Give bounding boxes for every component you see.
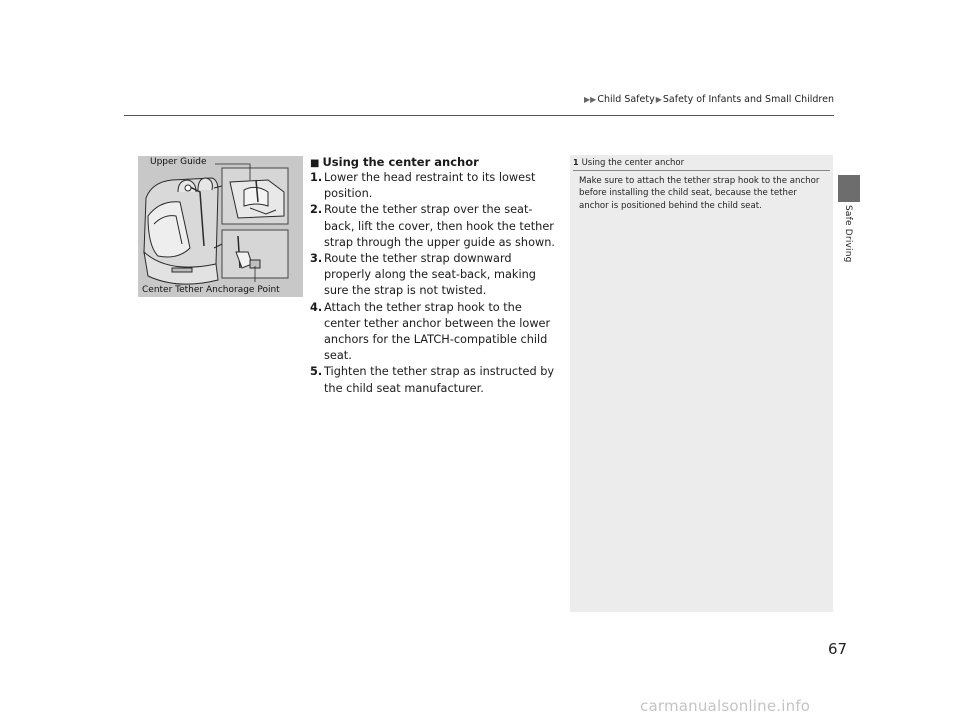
- list-item: [310, 251, 560, 300]
- step-text: Attach the tether strap hook to the center tether anchor between the lower anchors for the LATCH-compatible child seat.: [324, 300, 551, 363]
- step-text: Tighten the tether strap as instructed by the child seat manufacturer.: [324, 365, 555, 395]
- instruction-section: [310, 155, 560, 397]
- seat-illustration: [138, 156, 303, 297]
- page-number: 67: [828, 640, 848, 658]
- step-list: [310, 170, 560, 397]
- breadcrumb-current[interactable]: Safety of Infants and Small Children: [662, 94, 834, 105]
- step-text: Route the tether strap downward properly along the seat-back, making sure the strap is not twisted.: [324, 252, 536, 298]
- section-tab-label: Safe Driving: [843, 205, 853, 263]
- step-text: Route the tether strap over the seat-back, lift the cover, then hook the tether strap through the upper guide as shown.: [324, 203, 555, 249]
- breadcrumb-parent[interactable]: Child Safety: [597, 94, 655, 105]
- list-item: [310, 202, 560, 251]
- breadcrumb: [582, 94, 834, 105]
- note-panel: [570, 155, 833, 612]
- section-title: [310, 155, 560, 169]
- step-number: 3.: [310, 252, 323, 266]
- note-header: [573, 158, 830, 171]
- list-item: [310, 170, 560, 202]
- step-number: 1.: [310, 171, 323, 184]
- anchorage-point-label: Center Tether Anchorage Point: [142, 285, 280, 295]
- upper-guide-label: Upper Guide: [150, 157, 207, 167]
- section-title-text: Using the center anchor: [322, 155, 479, 169]
- square-bullet-icon: ■: [310, 158, 320, 169]
- list-item: [310, 300, 560, 365]
- step-number: 5.: [310, 365, 323, 379]
- seat-drawing: [138, 156, 303, 297]
- note-text: Make sure to attach the tether strap hook to the anchor before installing the child seat, because the tether anchor is positioned behind the child seat.: [579, 176, 820, 211]
- step-text: Lower the head restraint to its lowest position.: [324, 171, 536, 201]
- double-arrow-icon: ▶▶: [584, 95, 597, 104]
- note-title: Using the center anchor: [581, 158, 685, 168]
- note-number-icon: 1: [573, 158, 579, 167]
- arrow-icon: ▶: [655, 95, 662, 104]
- watermark: carmanualsonline.info: [640, 697, 811, 715]
- step-number: 2.: [310, 203, 323, 217]
- header-rule: [124, 115, 834, 116]
- list-item: [310, 364, 560, 396]
- step-number: 4.: [310, 300, 323, 314]
- section-tab: [838, 175, 860, 202]
